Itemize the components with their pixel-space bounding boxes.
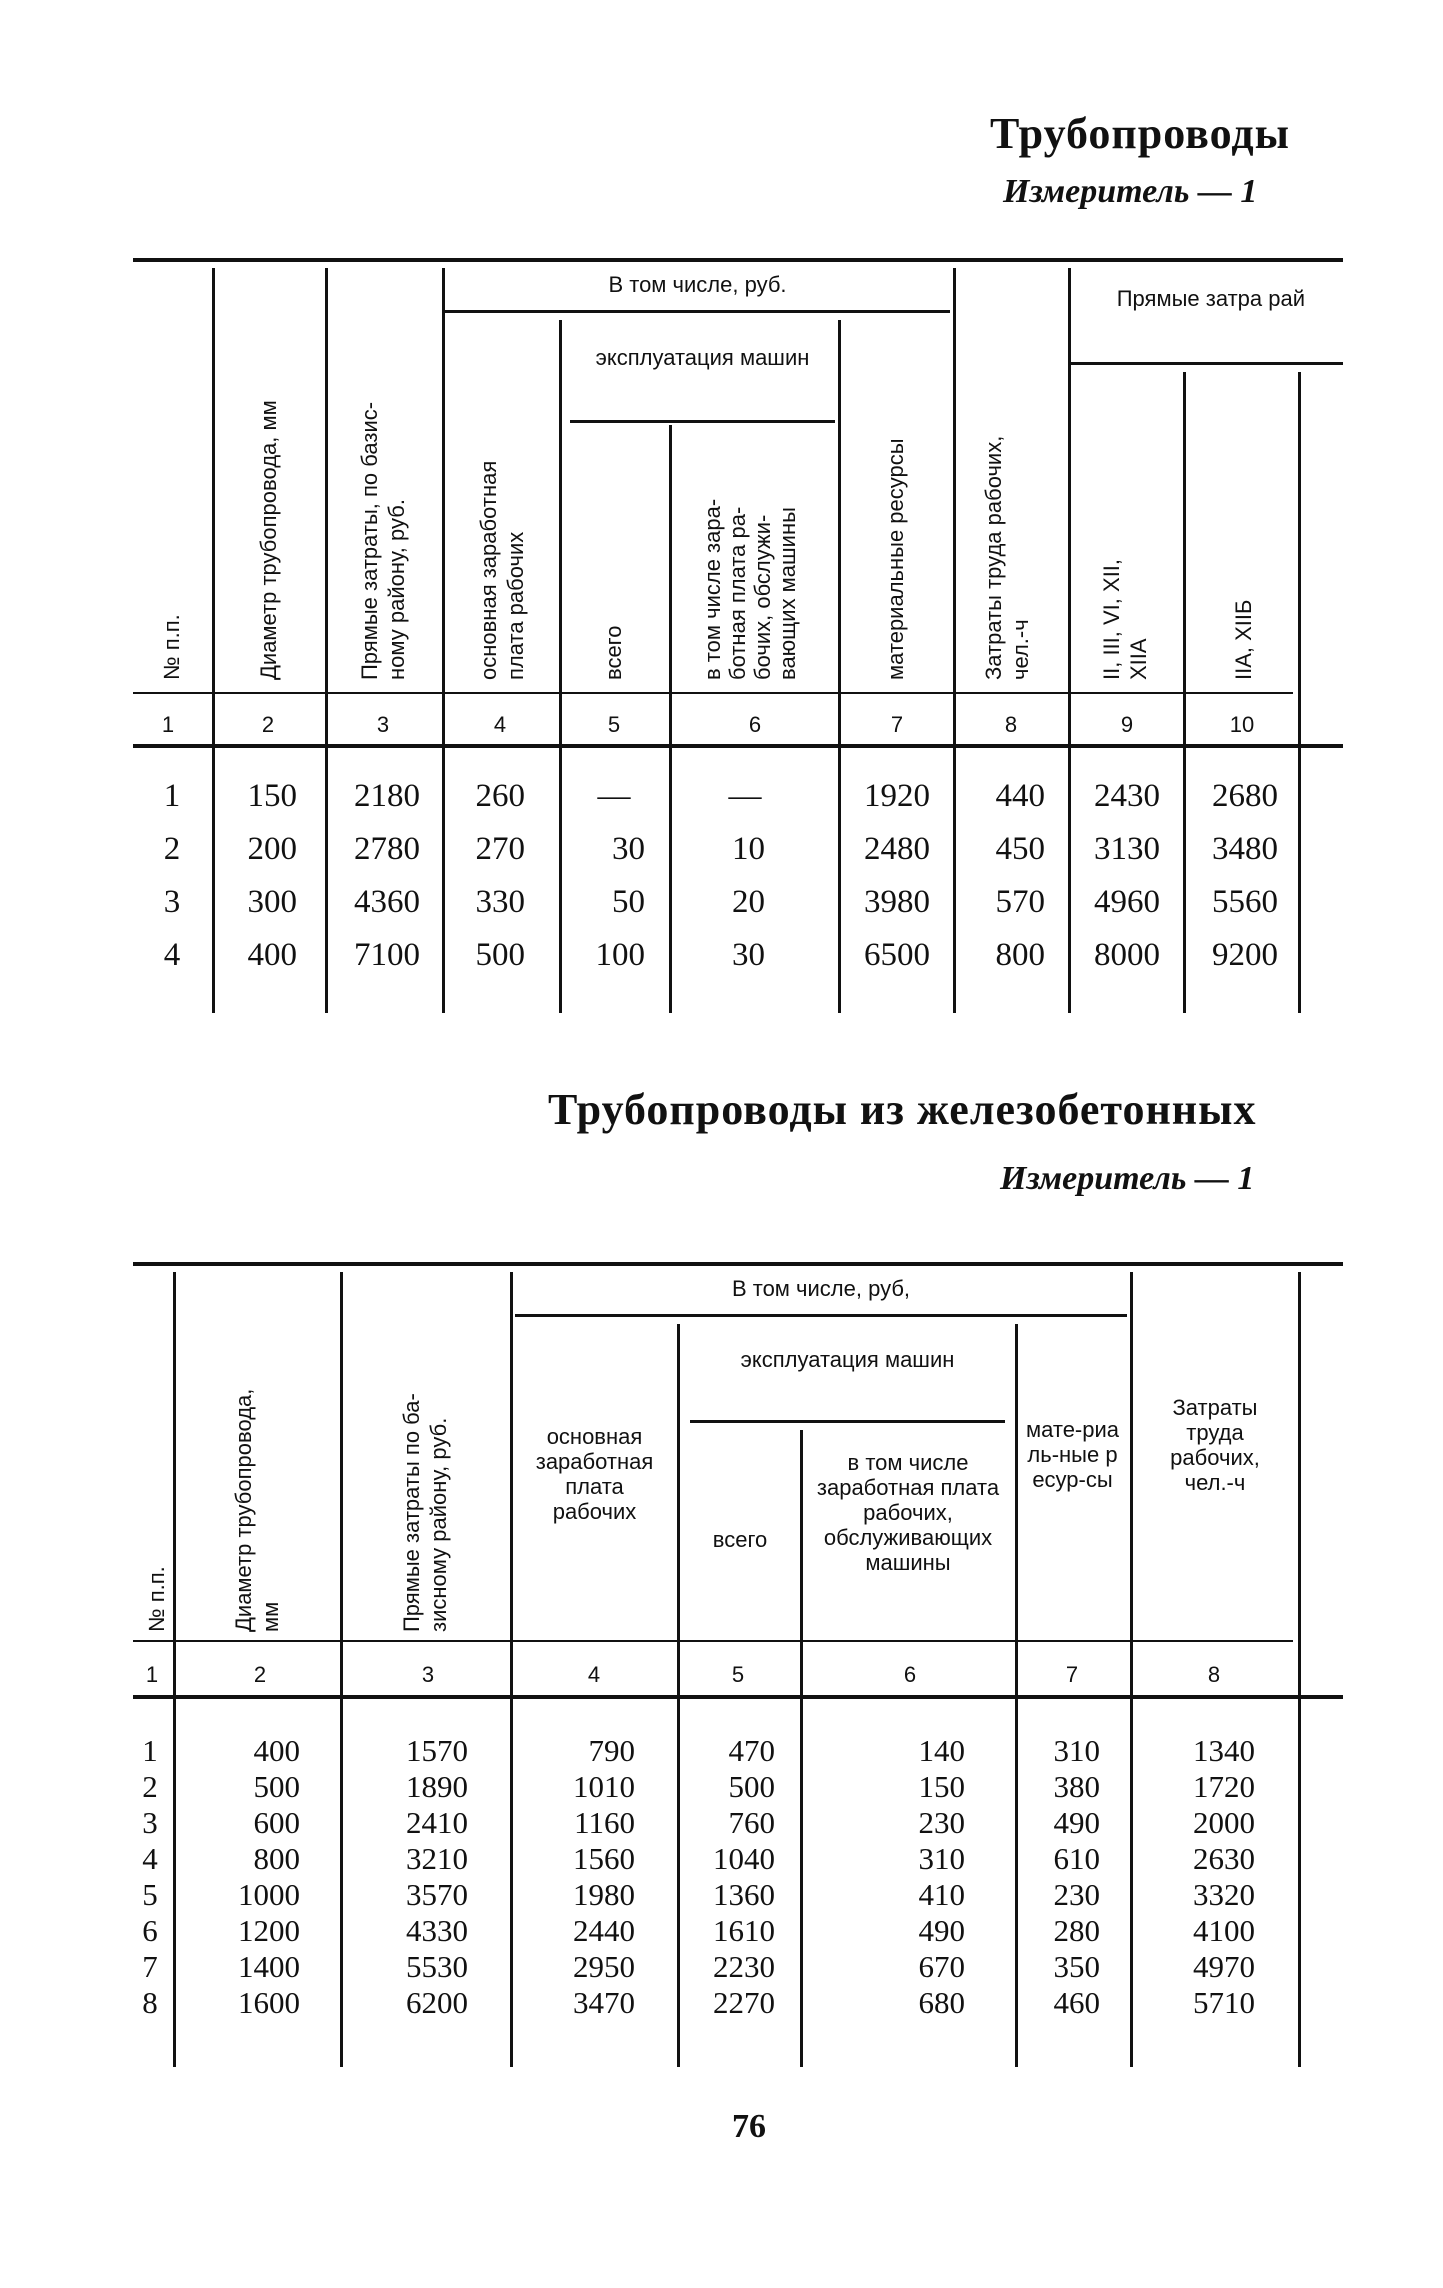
table1-right-header: Прямые затра рай	[1116, 286, 1305, 311]
column-number: 8	[1207, 1662, 1221, 1687]
table1-header-col10: IIA, XIIБ	[1231, 599, 1256, 680]
table-cell: 280	[1053, 1913, 1100, 1948]
table-cell: 330	[475, 884, 525, 920]
table-cell: 490	[918, 1913, 965, 1948]
table-cell: 610	[1053, 1841, 1100, 1876]
table-cell: 150	[247, 778, 297, 814]
column-number: 1	[161, 712, 175, 737]
table2-header-col4: основная заработная плата рабочих	[535, 1424, 654, 1524]
table-cell: 350	[1053, 1949, 1100, 1984]
table-cell: 150	[918, 1769, 965, 1804]
table-cell: —	[597, 778, 631, 814]
table-cell: 500	[475, 937, 525, 973]
table-cell: 2480	[864, 831, 930, 867]
table2-header-rule	[133, 1640, 1293, 1642]
table-cell: 680	[918, 1985, 965, 2020]
table-cell: 2	[163, 831, 181, 867]
table-cell: 790	[588, 1733, 635, 1768]
table-cell: 1	[163, 778, 181, 814]
table-cell: 1360	[713, 1877, 775, 1912]
table-cell: 3	[142, 1805, 158, 1840]
table-cell: 2430	[1094, 778, 1160, 814]
table-cell: 2680	[1212, 778, 1278, 814]
table1-header-col2: Диаметр трубопровода, мм	[256, 400, 281, 680]
table-cell: 380	[1053, 1769, 1100, 1804]
table-cell: —	[728, 778, 762, 814]
table-cell: 3130	[1094, 831, 1160, 867]
table-cell: 570	[995, 884, 1045, 920]
table-cell: 10	[732, 831, 765, 867]
table-cell: 5	[142, 1877, 158, 1912]
table-cell: 8000	[1094, 937, 1160, 973]
table2-top-rule	[133, 1262, 1343, 1266]
table2-header-col2: Диаметр трубопровода, мм	[231, 1388, 283, 1632]
column-number: 5	[731, 1662, 745, 1687]
section2-title: Трубопроводы из железобетонных	[548, 1085, 1257, 1134]
table-cell: 2410	[406, 1805, 468, 1840]
table-cell: 310	[918, 1841, 965, 1876]
table-cell: 230	[1053, 1877, 1100, 1912]
column-number: 2	[261, 712, 275, 737]
table-cell: 1570	[406, 1733, 468, 1768]
table-cell: 760	[728, 1805, 775, 1840]
table-cell: 3	[163, 884, 181, 920]
section2-measure: Измеритель — 1	[1000, 1160, 1255, 1197]
table1-header-col3: Прямые затраты, по базис- ному району, руб.	[357, 401, 409, 680]
section1-title: Трубопроводы	[990, 109, 1290, 158]
table1-header-col1: № п.п.	[159, 614, 184, 680]
column-number: 3	[421, 1662, 435, 1687]
table-cell: 260	[475, 778, 525, 814]
table-cell: 200	[247, 831, 297, 867]
table2-header-col8: Затраты труда рабочих, чел.-ч	[1170, 1395, 1260, 1495]
table2-group-rule	[515, 1314, 1127, 1317]
table-cell: 30	[612, 831, 645, 867]
column-number: 4	[493, 712, 507, 737]
table-cell: 800	[253, 1841, 300, 1876]
table-cell: 50	[612, 884, 645, 920]
column-number: 5	[607, 712, 621, 737]
column-number: 7	[890, 712, 904, 737]
column-number: 10	[1229, 712, 1255, 737]
table1-header-col6: в том числе зара- ботная плата ра- бочих, обслужи- вающих машины	[700, 498, 800, 680]
table1-header-col5: всего	[601, 625, 626, 680]
table-cell: 140	[918, 1733, 965, 1768]
table1-group-rule	[445, 310, 950, 313]
table-cell: 7100	[354, 937, 420, 973]
table2-header-col7: мате-риаль-ные ресур-сы	[1025, 1417, 1120, 1492]
table-cell: 4970	[1193, 1949, 1255, 1984]
table-cell: 440	[995, 778, 1045, 814]
table1-sub-rule	[570, 420, 835, 423]
table-cell: 5710	[1193, 1985, 1255, 2020]
table-cell: 100	[595, 937, 645, 973]
table-cell: 2630	[1193, 1841, 1255, 1876]
table2-header-col6: в том числе заработная плата рабочих, обслуживающих машины	[816, 1450, 1000, 1575]
table-cell: 4330	[406, 1913, 468, 1948]
column-number: 9	[1120, 712, 1134, 737]
table1-header-col9: II, III, VI, XII, XIIA	[1099, 558, 1151, 680]
table-cell: 3480	[1212, 831, 1278, 867]
table-cell: 6200	[406, 1985, 468, 2020]
table-cell: 4	[163, 937, 181, 973]
table-cell: 1200	[238, 1913, 300, 1948]
table2-header-col1: № п.п.	[144, 1566, 169, 1632]
table-cell: 600	[253, 1805, 300, 1840]
table-cell: 400	[253, 1733, 300, 1768]
table-cell: 3980	[864, 884, 930, 920]
table-cell: 500	[253, 1769, 300, 1804]
table-cell: 1040	[713, 1841, 775, 1876]
table1-header-col4: основная заработная плата рабочих	[476, 460, 528, 680]
table1-vline	[1298, 372, 1301, 1013]
table2-vline	[800, 1430, 803, 2067]
table-cell: 2230	[713, 1949, 775, 1984]
table1-vline	[669, 425, 672, 1013]
table-cell: 1	[142, 1733, 158, 1768]
table-cell: 5560	[1212, 884, 1278, 920]
table-cell: 20	[732, 884, 765, 920]
table-cell: 3210	[406, 1841, 468, 1876]
table-cell: 310	[1053, 1733, 1100, 1768]
table-cell: 800	[995, 937, 1045, 973]
table-cell: 1400	[238, 1949, 300, 1984]
table1-header-col8: Затраты труда рабочих, чел.-ч	[981, 435, 1033, 680]
section1-measure: Измеритель — 1	[1003, 173, 1258, 210]
table-cell: 30	[732, 937, 765, 973]
table-cell: 500	[728, 1769, 775, 1804]
table-cell: 410	[918, 1877, 965, 1912]
table-cell: 4360	[354, 884, 420, 920]
table-cell: 3570	[406, 1877, 468, 1912]
table2-sub-header: эксплуатация машин	[740, 1347, 955, 1372]
table2-sub-rule	[690, 1420, 1005, 1423]
table-cell: 400	[247, 937, 297, 973]
table-cell: 2780	[354, 831, 420, 867]
column-number: 8	[1004, 712, 1018, 737]
table-cell: 1000	[238, 1877, 300, 1912]
table-cell: 8	[142, 1985, 158, 2020]
table-cell: 670	[918, 1949, 965, 1984]
table2-colnum-rule	[133, 1695, 1343, 1699]
table-cell: 270	[475, 831, 525, 867]
table2-header-col3: Прямые затраты по ба- зисному району, руб.	[399, 1393, 451, 1632]
table-cell: 4	[142, 1841, 158, 1876]
table-cell: 2270	[713, 1985, 775, 2020]
table-cell: 2950	[573, 1949, 635, 1984]
table-cell: 9200	[1212, 937, 1278, 973]
table-cell: 2	[142, 1769, 158, 1804]
table-cell: 1890	[406, 1769, 468, 1804]
table-cell: 6500	[864, 937, 930, 973]
table2-header-col5: всего	[712, 1527, 768, 1552]
column-number: 3	[376, 712, 390, 737]
table-cell: 460	[1053, 1985, 1100, 2020]
table-cell: 3470	[573, 1985, 635, 2020]
column-number: 7	[1065, 1662, 1079, 1687]
table-cell: 1980	[573, 1877, 635, 1912]
table-cell: 1560	[573, 1841, 635, 1876]
table-cell: 230	[918, 1805, 965, 1840]
column-number: 6	[903, 1662, 917, 1687]
table-cell: 1610	[713, 1913, 775, 1948]
table-cell: 490	[1053, 1805, 1100, 1840]
table-cell: 1160	[574, 1805, 635, 1840]
table-cell: 300	[247, 884, 297, 920]
table-cell: 5530	[406, 1949, 468, 1984]
table-cell: 4960	[1094, 884, 1160, 920]
table1-header-col7: материальные ресурсы	[883, 438, 908, 680]
table1-header-rule	[133, 692, 1293, 694]
table1-group-header: В том числе, руб.	[608, 272, 787, 297]
page-number: 76	[732, 2108, 766, 2145]
table1-top-rule	[133, 258, 1343, 262]
table-cell: 3320	[1193, 1877, 1255, 1912]
table-cell: 470	[728, 1733, 775, 1768]
table1-right-rule	[1070, 362, 1343, 365]
table-cell: 2440	[573, 1913, 635, 1948]
table-cell: 1600	[238, 1985, 300, 2020]
table2-group-header: В том числе, руб,	[731, 1276, 911, 1301]
table-cell: 6	[142, 1913, 158, 1948]
column-number: 4	[587, 1662, 601, 1687]
table1-sub-header: эксплуатация машин	[595, 345, 810, 370]
table-cell: 7	[142, 1949, 158, 1984]
table-cell: 2180	[354, 778, 420, 814]
table-cell: 1920	[864, 778, 930, 814]
table2-vline	[1298, 1272, 1301, 2067]
column-number: 6	[748, 712, 762, 737]
table-cell: 4100	[1193, 1913, 1255, 1948]
column-number: 2	[253, 1662, 267, 1687]
table1-colnum-rule	[133, 744, 1343, 748]
table-cell: 2000	[1193, 1805, 1255, 1840]
table-cell: 1010	[573, 1769, 635, 1804]
table-cell: 1340	[1193, 1733, 1255, 1768]
table-cell: 1720	[1193, 1769, 1255, 1804]
table-cell: 450	[995, 831, 1045, 867]
column-number: 1	[145, 1662, 159, 1687]
